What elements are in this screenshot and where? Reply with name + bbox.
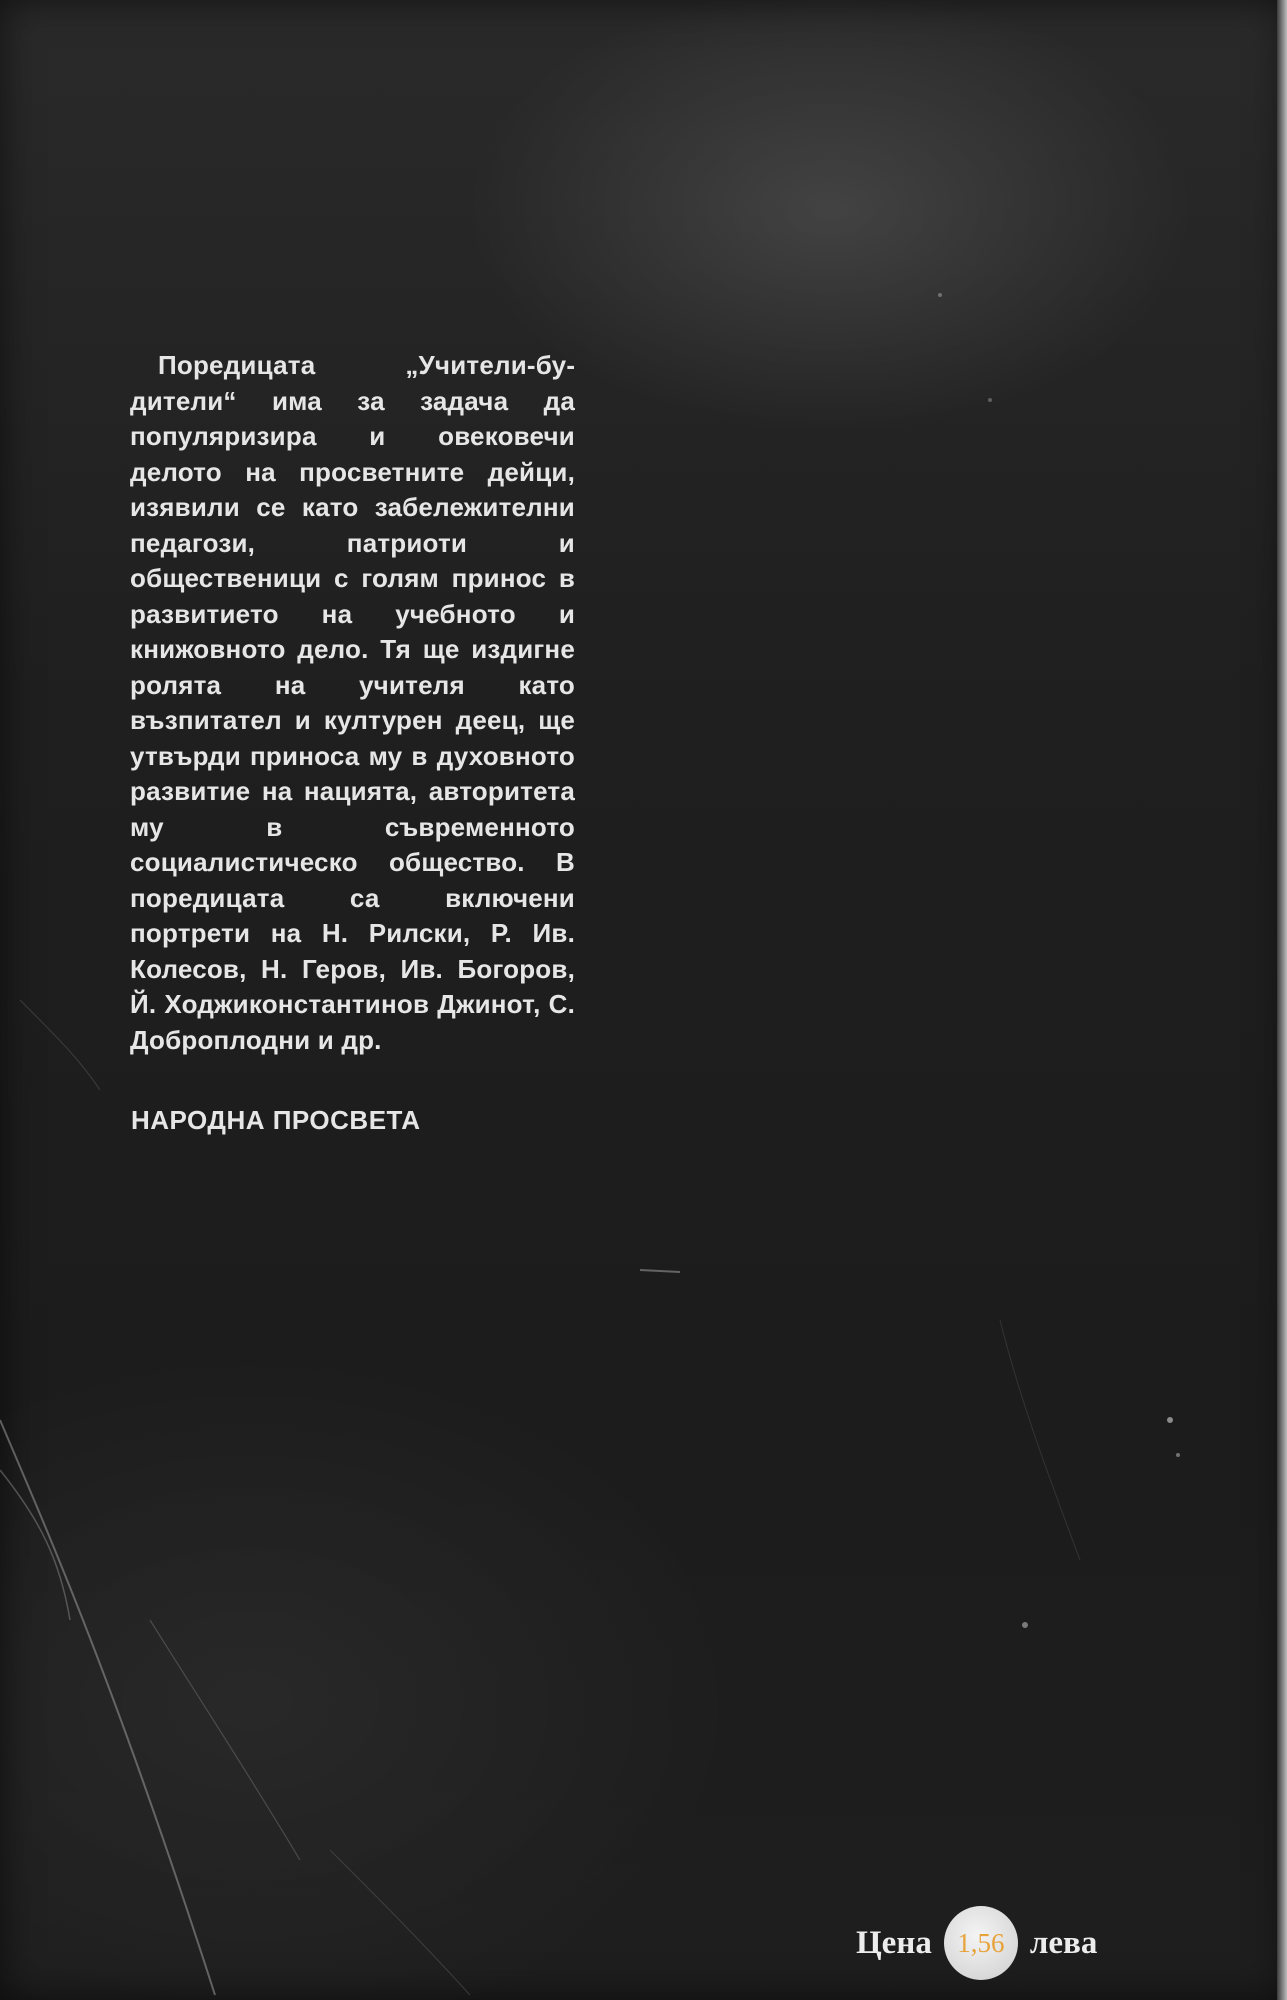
publisher-name: НАРОДНА ПРОСВЕТА <box>131 1105 421 1135</box>
cover-edge <box>1277 0 1287 2000</box>
price-stamp <box>856 1915 1097 1971</box>
price-label: Цена <box>856 1924 932 1961</box>
series-description: Поредицата „Учители-будители“ има за задача да популяризира и овековечи делото на просветните дейци, изявили се като забележителни педагози, патриоти и общественици с голям принос в развитието на учебното и книжовното дело. Тя ще издигне ролята на учителя като възпитател и културен деец, ще утвърди приноса му в духовното развитие на нацията, авторитета му в съвременното социалистическо общество. В поредицата са включени портрети на Н. Рилски, Р. Ив. Колесов, Н. Геров, Ив. Богоров, Й. Ходжиконстантинов Джинот, С. Доброплодни и др. <box>130 350 575 1055</box>
price-unit: лева <box>1029 1924 1098 1961</box>
price-value-circle <box>944 1906 1018 1980</box>
price-value: 1,56 <box>957 1927 1005 1958</box>
